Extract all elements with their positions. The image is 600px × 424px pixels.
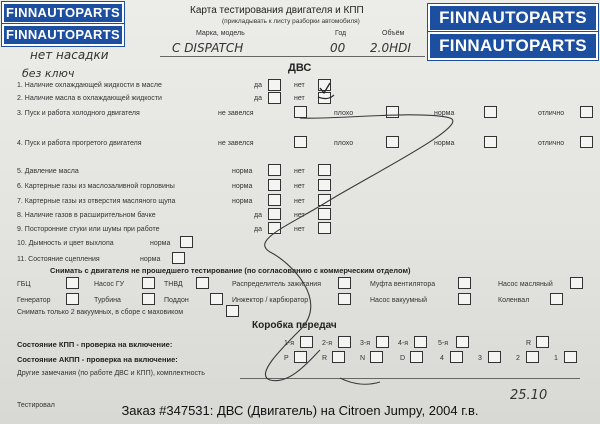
row-11-label: 11. Состояние сцепления [17, 256, 100, 263]
handwritten-date: 25.10 [510, 388, 548, 403]
akpp-gear-p: P [284, 355, 289, 362]
row-8-opt-2: нет [294, 212, 305, 219]
row-2-opt-yes: да [254, 95, 262, 102]
row-6-label: 6. Картерные газы из маслозаливной горловины [17, 183, 175, 190]
col-year: Год [335, 30, 347, 37]
kpp-gear-5: 5-я [438, 340, 449, 347]
engine-section-title: ДВС [288, 62, 312, 74]
part-gbc: ГБЦ [17, 281, 31, 288]
kpp-gear-4: 4-я [398, 340, 409, 347]
form-title: Карта тестирования двигателя и КПП [190, 5, 364, 16]
row-1-opt-no: нет [294, 82, 305, 89]
volume-value: 2.0HDI [370, 41, 411, 55]
pen-squiggle-icon [340, 378, 380, 384]
akpp-gear-4: 4 [440, 355, 444, 362]
year-value: 00 [330, 41, 346, 55]
handwritten-note-1: нет насадки [30, 48, 109, 62]
row-9-opt-1: да [254, 226, 262, 233]
row-9-opt-2: нет [294, 226, 305, 233]
row-2-label: 2. Наличие масла в охлаждающей жидкости [17, 95, 162, 102]
row-4-opt-4: отлично [538, 140, 565, 147]
logo-top-right-line1: FINNAUTOPARTS [428, 4, 598, 32]
part-tnvd: ТНВД [164, 281, 183, 288]
row-5-opt-1: норма [232, 168, 253, 175]
removed-parts-header: Снимать с двигателя не прошедшего тестирование (по согласованию с коммерческим отделом) [50, 266, 411, 275]
part-vacuum-pump: Насос вакуумный [370, 297, 428, 304]
row-6-opt-1: норма [232, 183, 253, 190]
row-7-label: 7. Картерные газы из отверстия масляного щупа [17, 198, 176, 205]
logo-top-left: FINNAUTOPARTS [2, 2, 124, 24]
part-distributor: Распределитель зажигания [232, 281, 322, 288]
tested-by-label: Тестировал [17, 402, 55, 409]
row-4-opt-3: норма [434, 140, 455, 147]
row-11-opt-1: норма [140, 256, 161, 263]
kpp-gear-3: 3-я [360, 340, 371, 347]
order-caption: Заказ #347531: ДВС (Двигатель) на Citroen Jumpy, 2004 г.в. [121, 403, 479, 418]
kpp-gear-2: 2-я [322, 340, 333, 347]
part-crankshaft: Коленвал [498, 297, 530, 304]
akpp-gear-1: 1 [554, 355, 558, 362]
scribble-stroke-icon [265, 115, 453, 381]
row-2-opt-no: нет [294, 95, 305, 102]
check-mark-icon [320, 83, 330, 93]
row-5-opt-2: нет [294, 168, 305, 175]
row-5-label: 5. Давление масла [17, 168, 79, 175]
akpp-gear-d: D [400, 355, 406, 362]
row-3-opt-1: не завелся [218, 110, 254, 117]
akpp-gear-r: R [322, 355, 328, 362]
row-7-opt-1: норма [232, 198, 253, 205]
akpp-gear-3: 3 [478, 355, 482, 362]
akpp-label: Состояние АКПП - проверка на включение: [17, 355, 178, 364]
part-fan-clutch: Муфта вентилятора [370, 281, 436, 288]
row-1-label: 1. Наличие охлаждающей жидкости в масле [17, 82, 162, 89]
akpp-gear-2: 2 [516, 355, 520, 362]
row-10-label: 10. Дымность и цвет выхлопа [17, 240, 114, 247]
gearbox-section-title: Коробка передач [252, 320, 337, 331]
pen-stroke-icon [318, 95, 334, 99]
row-3-opt-4: отлично [538, 110, 565, 117]
row-3-label: 3. Пуск и работа холодного двигателя [17, 110, 140, 117]
part-injector: Инжектор / карбюратор [232, 297, 309, 304]
part-generator: Генератор [17, 297, 51, 304]
part-oil-pump: Насос масляный [498, 281, 553, 288]
col-volume: Объём [382, 30, 405, 37]
row-6-opt-2: нет [294, 183, 305, 190]
kpp-gear-r: R [526, 340, 532, 347]
row-4-opt-2: плохо [334, 140, 354, 147]
row-10-opt-1: норма [150, 240, 171, 247]
row-3-opt-3: норма [434, 110, 455, 117]
removed-note: Снимать только 2 вакуумных, в сборе с маховиком [17, 309, 184, 316]
part-gu-pump: Насос ГУ [94, 281, 125, 288]
row-9-label: 9. Посторонние стуки или шумы при работе [17, 226, 160, 233]
make-value: C DISPATCH [172, 41, 244, 55]
handwritten-note-2: без ключ [22, 67, 75, 80]
part-turbo: Турбина [94, 297, 121, 304]
row-4-opt-1: не завелся [218, 140, 254, 147]
other-notes-label: Другие замечания (по работе ДВС и КПП), комплектность [17, 370, 205, 377]
row-3-opt-2: плохо [334, 110, 354, 117]
kpp-gear-1: 1-я [284, 340, 295, 347]
logo-top-right-line2: FINNAUTOPARTS [428, 32, 598, 60]
row-4-label: 4. Пуск и работа прогретого двигателя [17, 140, 142, 147]
row-8-label: 8. Наличие газов в расширительном бачке [17, 212, 156, 219]
row-7-opt-2: нет [294, 198, 305, 205]
akpp-gear-n: N [360, 355, 366, 362]
logo-bottom-left: FINNAUTOPARTS [2, 24, 124, 46]
form-subtitle: (прикладывать к листу разборки автомобиля) [222, 18, 360, 25]
kpp-label: Состояние КПП - проверка на включение: [17, 340, 173, 349]
row-1-opt-yes: да [254, 82, 262, 89]
part-sump: Поддон [164, 297, 189, 304]
row-8-opt-1: да [254, 212, 262, 219]
col-make: Марка, модель [196, 30, 245, 37]
